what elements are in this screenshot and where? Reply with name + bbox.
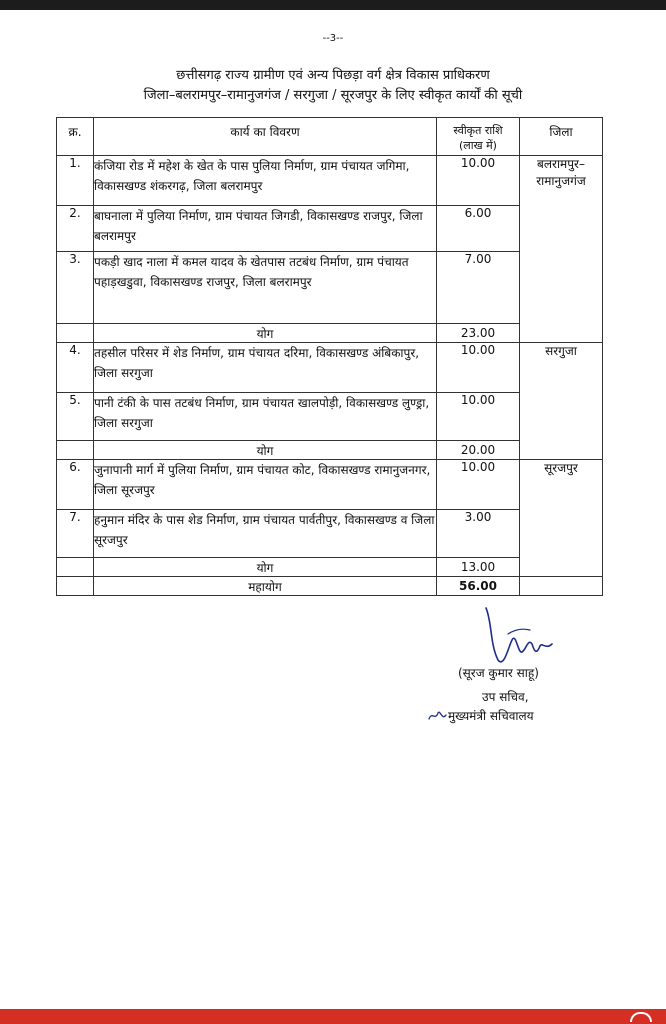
signatory-designation: उप सचिव, <box>482 690 529 704</box>
table-header-row <box>57 118 603 156</box>
row-description: हनुमान मंदिर के पास शेड निर्माण, ग्राम पंचायत पार्वतीपुर, विकासखण्ड व जिला सूरजपुर <box>94 510 437 558</box>
district-cell <box>520 343 603 460</box>
top-dark-strip <box>0 0 666 10</box>
header-sanctioned-amount <box>437 118 520 156</box>
row-serial: 4. <box>57 343 94 393</box>
signatory-office: मुख्यमंत्री सचिवालय <box>448 709 534 723</box>
grand-total-blank-cell <box>57 577 94 596</box>
subtotal-blank-cell <box>57 558 94 577</box>
row-serial: 2. <box>57 206 94 252</box>
table-row <box>57 460 603 510</box>
row-description: बाघनाला में पुलिया निर्माण, ग्राम पंचायत जिगडी, विकासखण्ड राजपुर, जिला बलरामपुर <box>94 206 437 252</box>
header-amount-line-2: (लाख में) <box>459 139 497 152</box>
subtotal-blank-cell <box>57 441 94 460</box>
row-amount: 10.00 <box>437 460 520 510</box>
row-serial: 1. <box>57 156 94 206</box>
row-description: पानी टंकी के पास तटबंध निर्माण, ग्राम पंचायत खालपोड़ी, विकासखण्ड लुण्ड्रा, जिला सरगुजा <box>94 393 437 441</box>
table-row <box>57 156 603 206</box>
row-serial: 7. <box>57 510 94 558</box>
page-number: --3-- <box>322 33 344 44</box>
row-amount: 6.00 <box>437 206 520 252</box>
district-name-line-1: बलरामपुर– <box>537 157 585 171</box>
row-description: तहसील परिसर में शेड निर्माण, ग्राम पंचायत दरिमा, विकासखण्ड अंबिकापुर, जिला सरगुजा <box>94 343 437 393</box>
district-name: सूरजपुर <box>544 461 578 475</box>
table-row <box>57 343 603 393</box>
handwritten-initials <box>427 707 449 723</box>
subtotal-amount: 13.00 <box>437 558 520 577</box>
grand-total-row <box>57 577 603 596</box>
row-amount: 3.00 <box>437 510 520 558</box>
district-cell <box>520 460 603 577</box>
document-title-line-1: छत्तीसगढ़ राज्य ग्रामीण एवं अन्य पिछड़ा वर्ग क्षेत्र विकास प्राधिकरण <box>176 68 490 83</box>
header-amount-line-1: स्वीकृत राशि <box>453 124 503 137</box>
approved-works-table <box>56 117 603 596</box>
bottom-red-strip <box>0 1009 666 1024</box>
signatory-name: (सूरज कुमार साहू) <box>458 666 539 680</box>
row-serial: 3. <box>57 252 94 324</box>
district-name-line-2: रामानुजगंज <box>536 174 586 188</box>
row-amount: 7.00 <box>437 252 520 324</box>
subtotal-label: योग <box>94 558 437 577</box>
document-title-line-2: जिला–बलरामपुर–रामानुजगंज / सरगुजा / सूरजपुर के लिए स्वीकृत कार्यों की सूची <box>143 88 523 103</box>
subtotal-amount: 23.00 <box>437 324 520 343</box>
district-cell <box>520 156 603 343</box>
subtotal-label: योग <box>94 441 437 460</box>
grand-total-blank-cell <box>520 577 603 596</box>
subtotal-blank-cell <box>57 324 94 343</box>
header-work-description: कार्य का विवरण <box>94 118 437 156</box>
row-serial: 6. <box>57 460 94 510</box>
district-name: सरगुजा <box>545 344 577 358</box>
subtotal-amount: 20.00 <box>437 441 520 460</box>
subtotal-label: योग <box>94 324 437 343</box>
row-amount: 10.00 <box>437 343 520 393</box>
row-description: कंजिया रोड में महेश के खेत के पास पुलिया निर्माण, ग्राम पंचायत जगिमा, विकासखण्ड शंकरगढ़, जिला बलरामपुर <box>94 156 437 206</box>
handwritten-signature <box>478 604 556 672</box>
row-serial: 5. <box>57 393 94 441</box>
header-serial-no: क्र. <box>57 118 94 156</box>
header-district: जिला <box>520 118 603 156</box>
row-description: पकड़ी खाद नाला में कमल यादव के खेतपास तटबंध निर्माण, ग्राम पंचायत पहाड़खडुवा, विकासखण्ड राजपुर, जिला बलरामपुर <box>94 252 437 324</box>
row-description: जुनापानी मार्ग में पुलिया निर्माण, ग्राम पंचायत कोट, विकासखण्ड रामानुजनगर, जिला सूरजपुर <box>94 460 437 510</box>
row-amount: 10.00 <box>437 393 520 441</box>
grand-total-label: महायोग <box>94 577 437 596</box>
row-amount: 10.00 <box>437 156 520 206</box>
grand-total-amount: 56.00 <box>437 577 520 596</box>
